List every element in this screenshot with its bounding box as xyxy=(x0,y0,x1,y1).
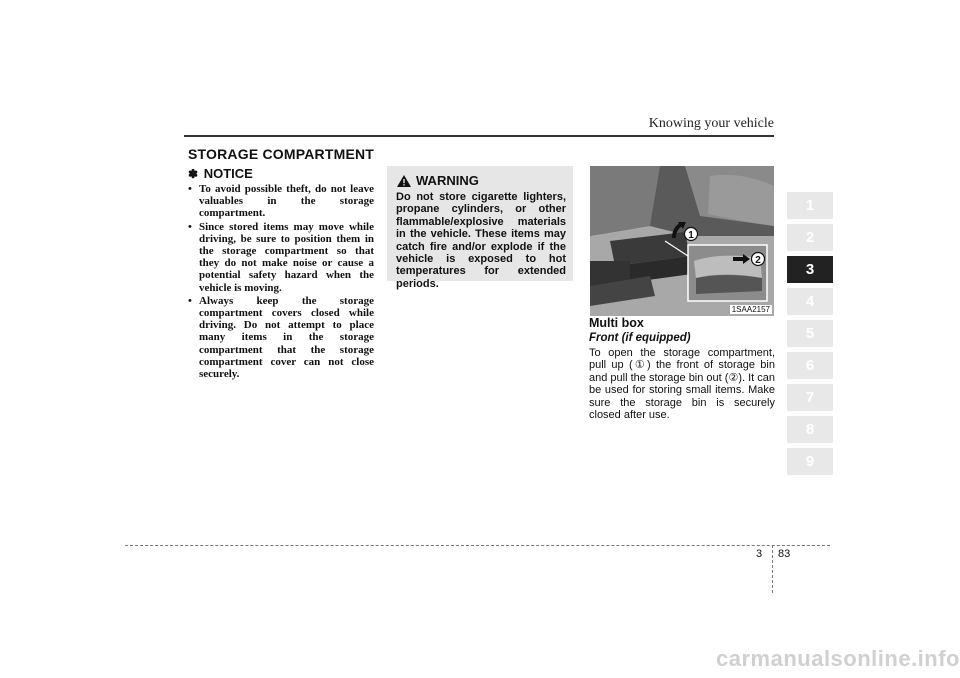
warning-triangle-icon xyxy=(397,175,411,187)
storage-bin-illustration xyxy=(590,166,774,316)
footer-chapter-number: 3 xyxy=(756,548,763,560)
chapter-tab-9[interactable]: 9 xyxy=(787,448,833,475)
chapter-tab-1[interactable]: 1 xyxy=(787,192,833,219)
multi-box-body: To open the storage compartment, pull up (①) the front of storage bin and pull the storage bin out (②). It can be used for storing small items. Make sure the storage bin is securely closed after use. xyxy=(589,347,775,422)
footer-page-number: 83 xyxy=(778,548,791,560)
multi-box-section xyxy=(589,316,775,421)
warning-heading: WARNING xyxy=(416,173,479,188)
footer-rule xyxy=(125,545,830,546)
chapter-tab-6[interactable]: 6 xyxy=(787,352,833,379)
multi-box-title: Multi box xyxy=(589,316,644,330)
storage-bin-photo xyxy=(590,166,774,316)
chapter-tab-2[interactable]: 2 xyxy=(787,224,833,251)
chapter-tabs xyxy=(787,192,833,480)
section-title: STORAGE COMPARTMENT xyxy=(188,146,375,162)
figure-code: 1SAA2157 xyxy=(731,305,770,314)
bullet-icon: • xyxy=(188,220,192,233)
callout-1: 1 xyxy=(688,230,694,241)
notice-item: • Always keep the storage compartment covers closed while driving. Do not attempt to place many items in the storage compartment that the storage compartment cover can not close securely. xyxy=(188,294,374,381)
notice-item: • Since stored items may move while driving, be sure to position them in the storage compartment so that they do not make noise or cause a potential safety hazard when the vehicle is moving. xyxy=(188,220,374,294)
notice-heading: NOTICE xyxy=(203,166,253,181)
notice-star-icon: ✽ xyxy=(188,167,199,181)
notice-box xyxy=(188,166,374,381)
header-rule xyxy=(184,135,774,137)
multi-box-subtitle: Front (if equipped) xyxy=(589,332,691,344)
bullet-icon: • xyxy=(188,183,192,195)
chapter-tab-3[interactable]: 3 xyxy=(787,256,833,283)
header-title: Knowing your vehicle xyxy=(648,116,774,131)
footer-divider xyxy=(772,545,773,593)
chapter-tab-4[interactable]: 4 xyxy=(787,288,833,315)
warning-box xyxy=(387,166,573,290)
chapter-tab-7[interactable]: 7 xyxy=(787,384,833,411)
notice-item: • To avoid possible theft, do not leave valuables in the storage compartment. xyxy=(188,183,374,220)
watermark: carmanualsonline.info xyxy=(716,646,960,671)
chapter-tab-5[interactable]: 5 xyxy=(787,320,833,347)
callout-2: 2 xyxy=(755,255,761,266)
chapter-tab-8[interactable]: 8 xyxy=(787,416,833,443)
notice-list xyxy=(188,183,374,380)
warning-text: Do not store cigarette lighters, propane cylinders, or other flammable/explosive materials in the vehicle. These items may catch fire and/or explode if the vehicle is exposed to hot temperatures for extended periods. xyxy=(396,191,566,290)
bullet-icon: • xyxy=(188,294,192,307)
